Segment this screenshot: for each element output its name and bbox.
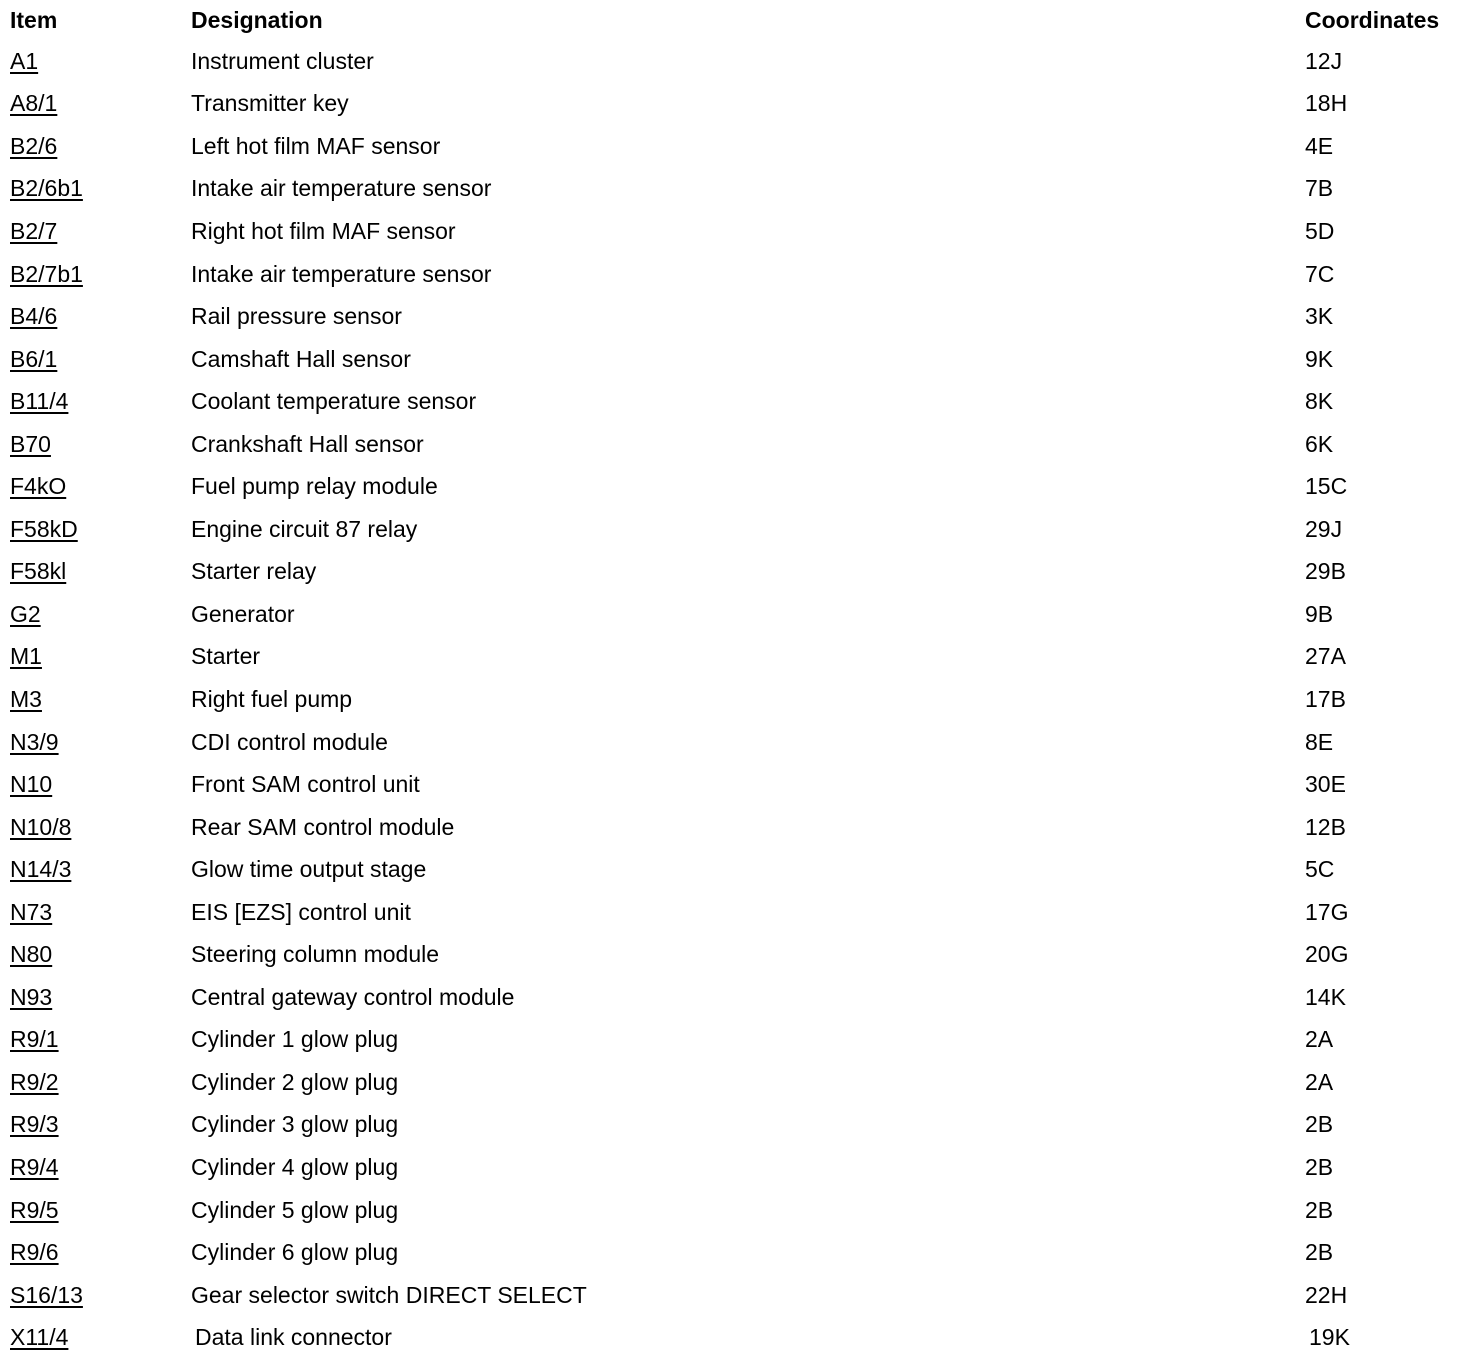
item-cell	[0, 806, 190, 849]
table-row	[0, 295, 1472, 338]
item-cell	[0, 721, 190, 764]
table-row	[0, 253, 1472, 296]
item-link[interactable]: R9/2	[10, 1068, 59, 1095]
designation-cell: Cylinder 6 glow plug	[191, 1239, 399, 1266]
coordinates-cell: 18H	[1305, 90, 1348, 117]
table-row	[0, 1231, 1472, 1274]
item-cell	[0, 1061, 190, 1104]
item-link[interactable]: G2	[10, 600, 41, 627]
table-row	[0, 168, 1472, 211]
designation-cell: Data link connector	[195, 1324, 392, 1351]
table-row	[0, 593, 1472, 636]
item-cell	[0, 83, 190, 126]
table-row	[0, 40, 1472, 83]
coordinates-cell: 2B	[1305, 1239, 1334, 1266]
coordinates-cell: 27A	[1305, 643, 1346, 670]
designation-cell: EIS [EZS] control unit	[191, 898, 411, 925]
designation-cell: Engine circuit 87 relay	[191, 515, 418, 542]
designation-cell: Cylinder 1 glow plug	[191, 1026, 399, 1053]
coordinates-cell: 8E	[1305, 728, 1334, 755]
coordinates-cell: 3K	[1305, 303, 1334, 330]
header-row	[0, 0, 1472, 40]
table-row	[0, 933, 1472, 976]
table-row	[0, 210, 1472, 253]
table-row	[0, 1274, 1472, 1317]
table-row	[0, 848, 1472, 891]
table-row	[0, 1061, 1472, 1104]
table-row	[0, 636, 1472, 679]
item-link[interactable]: N14/3	[10, 856, 72, 883]
item-cell	[0, 1019, 190, 1062]
coordinates-cell: 17G	[1305, 898, 1349, 925]
table-row	[0, 1146, 1472, 1189]
table-row	[0, 380, 1472, 423]
coordinates-cell: 9B	[1305, 600, 1334, 627]
table-row	[0, 806, 1472, 849]
item-link[interactable]: N93	[10, 983, 53, 1010]
item-link[interactable]: R9/6	[10, 1239, 59, 1266]
item-cell	[0, 551, 190, 594]
item-cell	[0, 976, 190, 1019]
item-cell	[0, 593, 190, 636]
item-link[interactable]: N80	[10, 941, 53, 968]
table-row	[0, 125, 1472, 168]
item-link[interactable]: B4/6	[10, 303, 58, 330]
item-cell	[0, 423, 190, 466]
item-link[interactable]: R9/4	[10, 1153, 59, 1180]
item-cell	[0, 763, 190, 806]
item-link[interactable]: B2/6b1	[10, 175, 83, 202]
table-row	[0, 976, 1472, 1019]
coordinates-cell: 7B	[1305, 175, 1334, 202]
item-link[interactable]: N10	[10, 771, 53, 798]
item-cell	[0, 933, 190, 976]
coordinates-cell: 30E	[1305, 771, 1346, 798]
item-link[interactable]: B11/4	[10, 388, 69, 415]
item-cell	[0, 848, 190, 891]
coordinates-cell: 5D	[1305, 217, 1335, 244]
item-cell	[0, 636, 190, 679]
designation-cell: Intake air temperature sensor	[191, 175, 492, 202]
coordinates-cell: 12J	[1305, 47, 1343, 74]
coordinates-cell: 29B	[1305, 558, 1346, 585]
item-link[interactable]: M1	[10, 643, 42, 670]
table-row	[0, 678, 1472, 721]
coordinates-cell: 6K	[1305, 430, 1334, 457]
coordinates-cell: 4E	[1305, 132, 1334, 159]
designation-cell: Central gateway control module	[191, 983, 515, 1010]
designation-cell: CDI control module	[191, 728, 388, 755]
coordinates-cell: 14K	[1305, 983, 1346, 1010]
item-link[interactable]: N3/9	[10, 728, 59, 755]
coordinates-cell: 2B	[1305, 1196, 1334, 1223]
item-cell	[0, 1146, 190, 1189]
table-row	[0, 423, 1472, 466]
table-row	[0, 763, 1472, 806]
item-cell	[0, 253, 190, 296]
coordinates-cell: 17B	[1305, 685, 1346, 712]
item-link[interactable]: A1	[10, 47, 39, 74]
coordinates-cell: 7C	[1305, 260, 1335, 287]
coordinates-cell: 19K	[1309, 1324, 1350, 1351]
designation-cell: Cylinder 4 glow plug	[191, 1153, 399, 1180]
table-row	[0, 1019, 1472, 1062]
table-row	[0, 551, 1472, 594]
designation-cell: Instrument cluster	[191, 47, 374, 74]
item-cell	[0, 210, 190, 253]
item-link[interactable]: M3	[10, 685, 42, 712]
designation-cell: Front SAM control unit	[191, 771, 420, 798]
item-link[interactable]: B2/7	[10, 217, 58, 244]
coordinates-cell: 5C	[1305, 856, 1335, 883]
item-link[interactable]: N10/8	[10, 813, 72, 840]
designation-cell: Gear selector switch DIRECT SELECT	[191, 1281, 587, 1308]
coordinates-cell: 29J	[1305, 515, 1343, 542]
table-row	[0, 891, 1472, 934]
coordinates-column-header: Coordinates	[1305, 6, 1440, 33]
coordinates-cell: 12B	[1305, 813, 1346, 840]
item-cell	[0, 1189, 190, 1232]
designation-cell: Steering column module	[191, 941, 440, 968]
item-link[interactable]: B6/1	[10, 345, 58, 372]
designation-cell: Fuel pump relay module	[191, 473, 438, 500]
item-cell	[0, 465, 190, 508]
item-link[interactable]: N73	[10, 898, 53, 925]
designation-cell: Intake air temperature sensor	[191, 260, 492, 287]
coordinates-cell: 2A	[1305, 1068, 1334, 1095]
designation-cell: Starter relay	[191, 558, 317, 585]
table-row	[0, 1189, 1472, 1232]
item-link[interactable]: F4kO	[10, 473, 67, 500]
item-cell	[0, 678, 190, 721]
item-cell	[0, 40, 190, 83]
table-row	[0, 83, 1472, 126]
coordinates-cell: 2B	[1305, 1111, 1334, 1138]
item-cell	[0, 1316, 190, 1359]
item-cell	[0, 168, 190, 211]
item-column-header: Item	[10, 6, 58, 33]
item-cell	[0, 1274, 190, 1317]
item-link[interactable]: F58kD	[10, 515, 78, 542]
table-body	[0, 40, 1472, 1359]
table-row	[0, 1104, 1472, 1147]
item-link[interactable]: B2/7b1	[10, 260, 83, 287]
designation-cell: Camshaft Hall sensor	[191, 345, 411, 372]
designation-cell: Transmitter key	[191, 90, 349, 117]
item-link[interactable]: B2/6	[10, 132, 58, 159]
coordinates-cell: 8K	[1305, 388, 1334, 415]
item-cell	[0, 380, 190, 423]
item-cell	[0, 508, 190, 551]
item-link[interactable]: R9/1	[10, 1026, 59, 1053]
item-link[interactable]: A8/1	[10, 90, 58, 117]
designation-cell: Right fuel pump	[191, 685, 353, 712]
item-cell	[0, 295, 190, 338]
item-link[interactable]: S16/13	[10, 1281, 83, 1308]
item-cell	[0, 125, 190, 168]
table-row	[0, 338, 1472, 381]
item-cell	[0, 1104, 190, 1147]
designation-cell: Cylinder 5 glow plug	[191, 1196, 399, 1223]
designation-cell: Rail pressure sensor	[191, 303, 402, 330]
table-row	[0, 1316, 1472, 1359]
item-cell	[0, 891, 190, 934]
designation-cell: Cylinder 3 glow plug	[191, 1111, 399, 1138]
designation-cell: Starter	[191, 643, 261, 670]
item-cell	[0, 338, 190, 381]
item-link[interactable]: R9/5	[10, 1196, 59, 1223]
item-link[interactable]: X11/4	[10, 1324, 69, 1351]
coordinates-cell: 2B	[1305, 1153, 1334, 1180]
designation-cell: Rear SAM control module	[191, 813, 455, 840]
item-link[interactable]: F58kl	[10, 558, 67, 585]
table-row	[0, 465, 1472, 508]
coordinates-cell: 2A	[1305, 1026, 1334, 1053]
designation-cell: Generator	[191, 600, 295, 627]
designation-cell: Coolant temperature sensor	[191, 388, 477, 415]
table-row	[0, 508, 1472, 551]
item-link[interactable]: R9/3	[10, 1111, 59, 1138]
designation-column-header: Designation	[191, 6, 323, 33]
table-row	[0, 721, 1472, 764]
designation-cell: Crankshaft Hall sensor	[191, 430, 424, 457]
coordinates-cell: 20G	[1305, 941, 1349, 968]
coordinates-cell: 22H	[1305, 1281, 1348, 1308]
coordinates-cell: 9K	[1305, 345, 1334, 372]
item-cell	[0, 1231, 190, 1274]
designation-cell: Left hot film MAF sensor	[191, 132, 441, 159]
designation-cell: Right hot film MAF sensor	[191, 217, 456, 244]
item-link[interactable]: B70	[10, 430, 51, 457]
designation-cell: Glow time output stage	[191, 856, 427, 883]
coordinates-cell: 15C	[1305, 473, 1348, 500]
designation-cell: Cylinder 2 glow plug	[191, 1068, 399, 1095]
